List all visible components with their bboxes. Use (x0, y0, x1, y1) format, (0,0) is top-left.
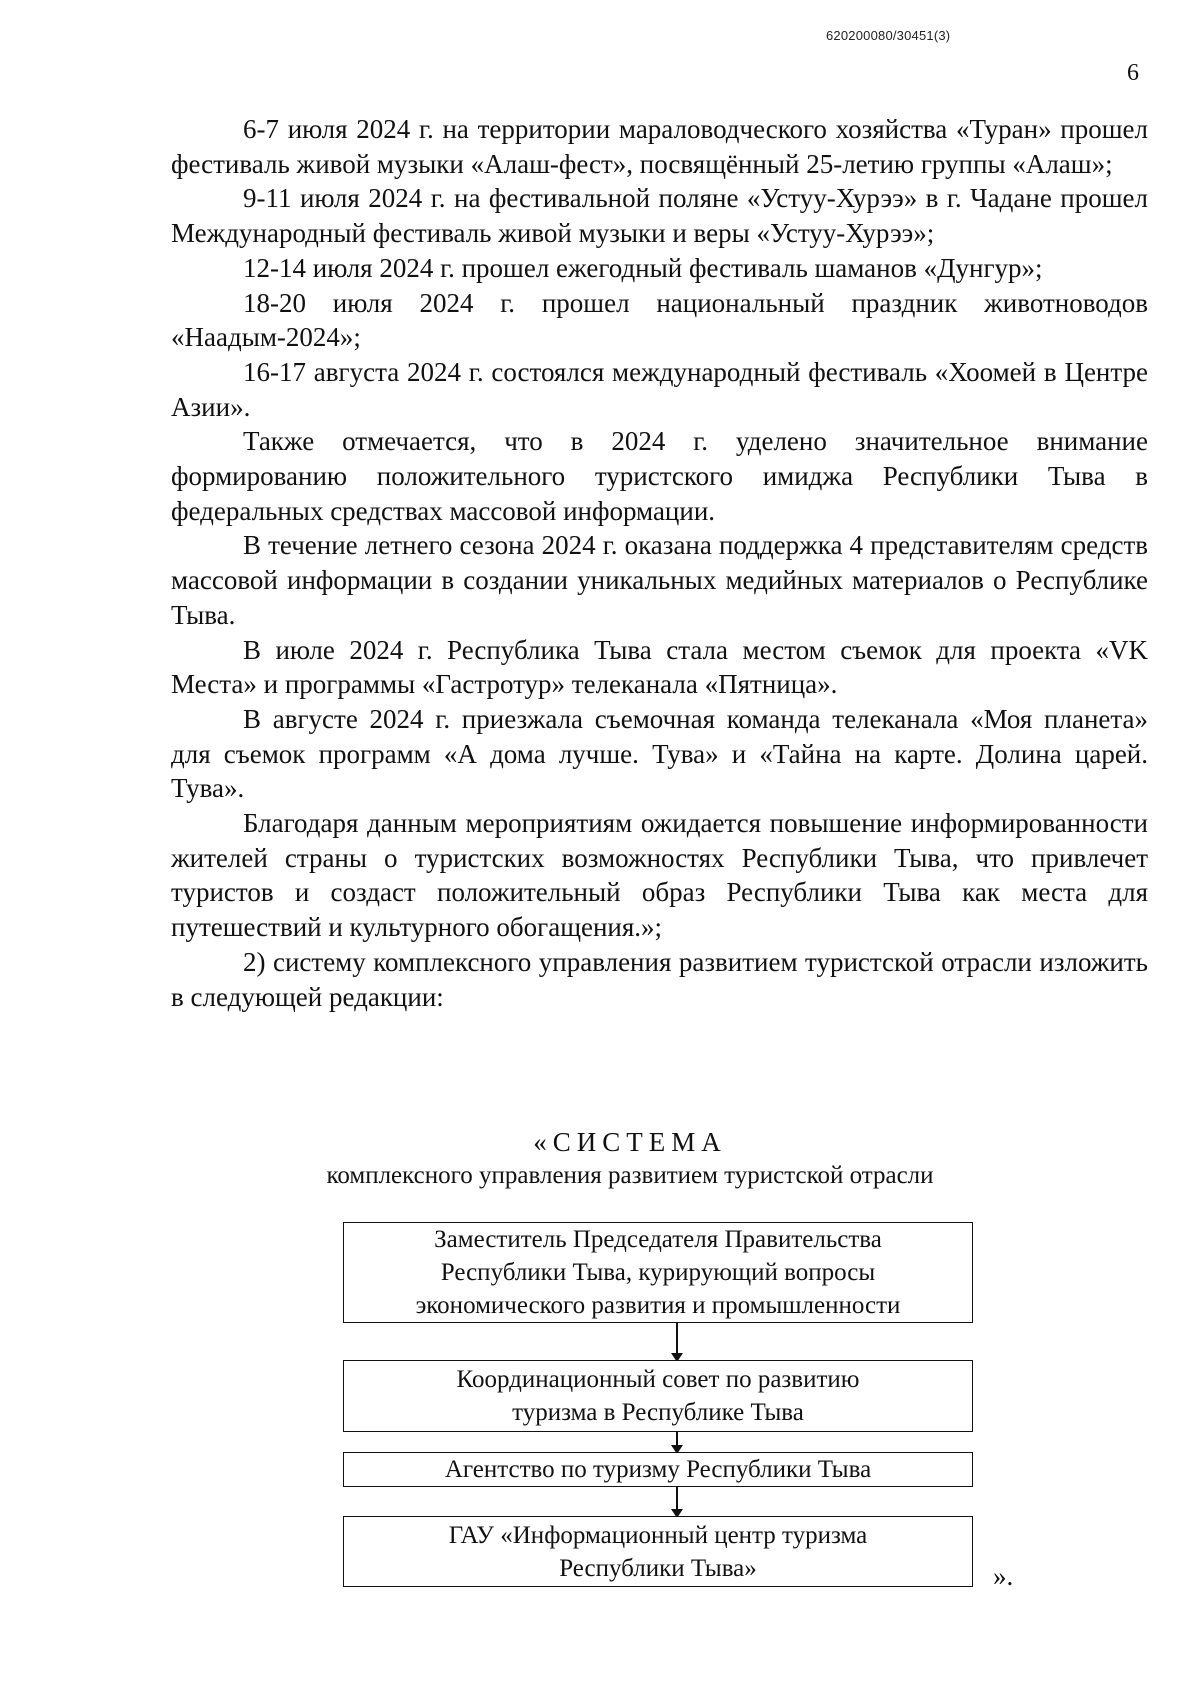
paragraph: 16-17 августа 2024 г. состоялся международный фестиваль «Хоомей в Центре Азии». (171, 356, 1148, 422)
box-line: Заместитель Председателя Правительства (434, 1226, 882, 1253)
paragraph: В июле 2024 г. Республика Тыва стала местом съемок для проекта «VK Места» и программы «Гастротур» телеканала «Пятница». (171, 634, 1148, 700)
paragraph: В течение летнего сезона 2024 г. оказана поддержка 4 представителям средств массовой информации в создании уникальных медийных материалов о Республике Тыва. (171, 530, 1148, 630)
coordination-council-box (343, 1360, 973, 1432)
paragraph: Благодаря данным мероприятиям ожидается повышение информированности жителей страны о туристских возможностях Республики Тыва, что привлечет туристов и создаст положительный образ Республики Тыва как места для путешествий и культурного обогащения.»; (171, 808, 1148, 943)
information-center-box (343, 1516, 973, 1587)
box-line: Координационный совет по развитию (456, 1366, 860, 1393)
tourism-agency-box (343, 1452, 973, 1487)
paragraph: 18-20 июля 2024 г. прошел национальный праздник животноводов «Наадым-2024»; (171, 287, 1148, 353)
closing-quote: ». (993, 1561, 1014, 1591)
box-line: экономического развития и промышленности (415, 1292, 901, 1319)
paragraph: 9-11 июля 2024 г. на фестивальной поляне «Устуу-Хурээ» в г. Чадане прошел Международный фестиваль живой музыки и веры «Устуу-Хурээ»; (171, 183, 1148, 249)
box-line: туризма в Республике Тыва (512, 1399, 804, 1426)
scheme-title: «СИСТЕМА (533, 1127, 727, 1157)
arrow-down-icon (676, 1323, 678, 1360)
page-number: 6 (1127, 60, 1139, 86)
arrow-down-icon (676, 1487, 678, 1516)
paragraph: В августе 2024 г. приезжала съемочная команда телеканала «Моя планета» для съемок программ «А дома лучше. Тува» и «Тайна на карте. Долина царей. Тува». (171, 703, 1148, 804)
document-id: 620200080/30451(3) (826, 28, 951, 43)
box-line: Республики Тыва» (559, 1554, 757, 1582)
scheme-subtitle: комплексного управления развитием туристской отрасли (326, 1162, 934, 1189)
paragraph: 12-14 июля 2024 г. прошел ежегодный фестиваль шаманов «Дунгур»; (243, 252, 1043, 283)
paragraph: 6-7 июля 2024 г. на территории мараловодческого хозяйства «Туран» прошел фестиваль живой музыки «Алаш-фест», посвящённый 25-летию группы «Алаш»; (171, 114, 1148, 179)
box-line: Республики Тыва, курирующий вопросы (440, 1259, 876, 1286)
deputy-chairman-box (343, 1222, 973, 1323)
paragraph: 2) систему комплексного управления развитием туристской отрасли изложить в следующей редакции: (171, 946, 1148, 1012)
paragraph: Также отмечается, что в 2024 г. уделено значительное внимание формированию положительного туристского имиджа Республики Тыва в федеральных средствах массовой информации. (171, 426, 1148, 526)
box-line: Агентство по туризму Республики Тыва (444, 1456, 872, 1483)
arrow-down-icon (676, 1432, 678, 1452)
box-line: ГАУ «Информационный центр туризма (448, 1521, 868, 1549)
body-text (171, 112, 1148, 1014)
